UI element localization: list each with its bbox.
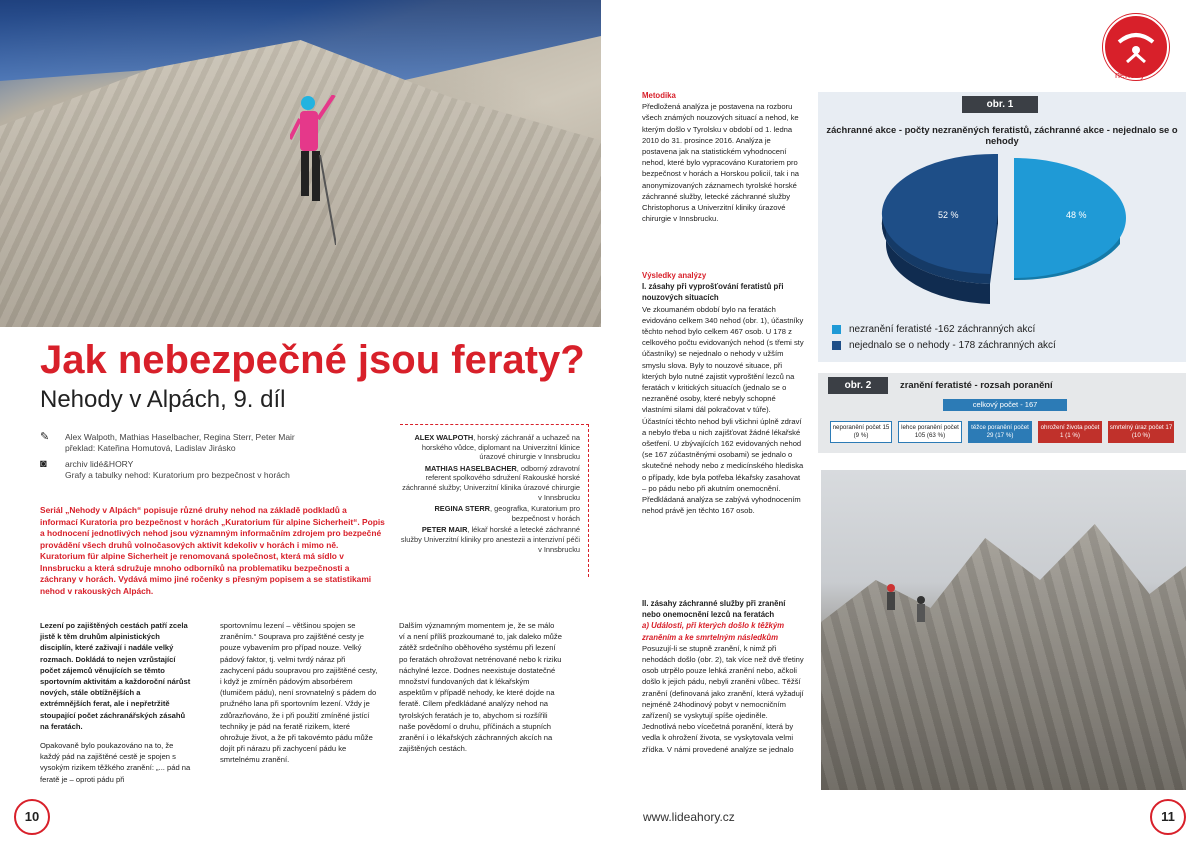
box-neporaneni: neporanění počet 15 (9 %) (830, 421, 892, 443)
legend-swatch-nejednalo (832, 341, 841, 350)
body-text-1: Opakovaně bylo poukazováno na to, že každý pád na zajištěné cestě je spojen s vysokým rizikem těžkého zranění: „... pád na feratě je – oproti pádu při (40, 741, 191, 784)
body-text-3: Dalším významným momentem je, že se málo ví a není příliš prozkoumané to, jak daleko může zátěž srdečního oběhového systému při lezení po feratách ohrožovat netrénované nebo k riziku náchylné lezce. Dodnes neexistuje dostatečné množství fundovaných dat k lékařským aspektům v případě nehody, ke které dojde na feratě. Cílem předkládané analýzy nehod na tyrolských feratách je to, abychom si rozšířili naše povědomí o druhu, příčinách a stupních zranění i o lékařských záchranných akcích na zajištěných cestách. (399, 621, 562, 754)
pie-label-52: 52 % (938, 210, 959, 220)
results-heading: Výsledky analýzy (642, 271, 707, 280)
results-text: Ve zkoumaném období bylo na feratách evidováno celkem 340 nehod (obr. 1), účastníky těchto nehod bylo celkem 467 osob. U 178 z celkového počtu evidovaných nehod (s třemi sty účastníky) se nejednalo o nehody v užším smyslu slova. Byly to nouzové situace, při kterých bylo nutné zajistit vyproštění lezců na feratách v kritických situacích (jednalo se o nezraněné osoby, které nebyly schopné vlastními silami dál pokračovat v túře). Účastníci těchto nehod byli všichni úplně zdraví a nebylo třeba u nich zajišťovat žádné lékařské ošetření. U zbývajících 162 evidovaných nehod (se 167 zúčastněnými osobami) se jednalo o skutečné nehody nebo z medicínského hlediska o případy, kde byla potřeba lékařsky zasahovat – po pádu nebo při akutním onemocnění. Předkládaná analýza se zabývá vyhodnocením nehod právě jen těchto 167 osob. (642, 304, 804, 516)
box-smrtelny: smrtelný úraz počet 17 (10 %) (1108, 421, 1174, 443)
website-url: www.lideahory.cz (643, 810, 735, 824)
chart-rescue-actions (818, 92, 1186, 362)
article-subtitle: Nehody v Alpách, 9. díl (40, 386, 286, 413)
chart-injury-extent (818, 373, 1186, 453)
legend-swatch-nezraneni (832, 325, 841, 334)
author-bios (400, 424, 589, 577)
body-text-2: sportovnímu lezení – většinou spojen se zraněním.“ Souprava pro zajištěné cesty je pouze vybavením pro případ nouze. Velký pádový faktor, tj. velmi tvrdý náraz při zachycení pádu soupravou pro zajištěné cesty, i když je zmírněn pádovým absorbérem (tlumičem pádu), není srovnatelný s pádem do pružného lana při sportovním lezení. Vždy je zdůrazňováno, že i při použití zmíněné jistící techniky je pád na feratě rizikem, které ohrožuje život, a že při takovémto pádu může dojít při nárazu při zachycení pádu ke smrtelnému zranění. (220, 621, 378, 765)
authors-block (40, 432, 340, 456)
section-ii-text: Posuzují-li se stupně zranění, k nimž při nehodách došlo (obr. 2), tak více než dvě třetiny osob utrpělo pouze lehká zranění nebo, ačkoli došlo k jejich pádu, nebyli zraněni vůbec. Těžší zranění (definovaná jako zranění, která vyžadují nejméně 24hodinový pobyt v nemocničním zařízení) se vyskytují spíše ojediněle. Jednotlivá nebo vícečetná poranění, která by vedla k ohrožení života, se vyskytovala velmi zřídka. V námi provedené analýze se jednalo (642, 643, 804, 754)
pen-icon: ✎ (40, 431, 50, 443)
credits-block (40, 459, 340, 483)
climber-figure (290, 95, 336, 245)
body-column-3 (399, 620, 562, 762)
section-ii (642, 598, 804, 794)
page-number-left: 10 (14, 799, 50, 835)
rescue-icon (1105, 16, 1167, 78)
photo-credit: archiv lidé&HORY (65, 459, 134, 469)
lead-paragraph: Seriál „Nehody v Alpách“ popisuje různé druhy nehod na základě podkladů a informací Kuratoria pro bezpečnost v horách „Kuratorium für alpine Sicherheit“. Popis a hodnocení jednotlivých nehod jsou významným informačním zdrojem pro bezpečné provádění všech druhů volnočasových aktivit kdekoliv v horách i mimo ně. Kuratorium für alpine Sicherheit je renomovaná společnost, která má sídlo v Innsbrucku a která sdružuje mnoho odborníků na problematiku bezpečnosti a záchrany v horách. Vydává mimo jiné ročenky s přesným popisem a se statistikami nehod v rakouských Alpách. (40, 505, 385, 596)
legend-item-nezraneni: nezranění feratisté -162 záchranných akcí (832, 324, 1035, 335)
climbers-figures (881, 580, 941, 650)
camera-icon: ◙ (40, 458, 47, 470)
legend-item-nejednalo: nejednalo se o nehody - 178 záchranných akcí (832, 340, 1056, 351)
chart2-total: celkový počet - 167 (943, 399, 1067, 411)
page-number-right: 11 (1150, 799, 1186, 835)
box-tezce: těžce poranění počet 29 (17 %) (968, 421, 1032, 443)
body-intro: Lezení po zajištěných cestách patří zcela jistě k těm druhům alpinistických disciplín, které zaživají i nadále velký rozmach. Dokládá to nejen vzrůstající počet zájemců věnujících se těmto sportovním aktivitám a každoroční nárůst nových, stále obtížnějších a extrémnějších ferat, ale i nepřetržitě stoupající počet záchranářských zásahů na feratách. (40, 621, 191, 731)
bio-sterr: REGINA STERR, geografka, Kuratorium pro bezpečnost v horách (434, 504, 580, 523)
methodology-text: Předložená analýza je postavena na rozboru všech známých nouzových situací a nehod, ke kterým došlo v Tyrolsku v období od 1. ledna 2010 do 31. prosince 2016. Analýza je postavena jak na statistickém vyhodnocení nehod, které bylo vypracováno Kuratoriem pro bezpečnost v horách a Horskou policií, tak i na anonymizovaných záznamech tyrolské horské záchranné služby, letecké záchranné služby Christophorus a Univerzitní kliniky úrazové chirurgie v Innsbrucku. (642, 102, 800, 224)
bio-mair: PETER MAIR, lékař horské a letecké záchranné služby Univerzitní kliniky pro anestezii a intenzivní péči v Innsbrucku (400, 525, 580, 554)
translation: překlad: Kateřina Homutová, Ladislav Jirásko (65, 443, 236, 453)
results-section (642, 270, 804, 590)
bio-haselbacher: MATHIAS HASELBACHER, odborný zdravotní referent spolkového sdružení Rakouské horské záchranné služby; Univerzitní klinika úrazové chirurgie v Innsbrucku (402, 463, 580, 502)
graphs-credit: Grafy a tabulky nehod: Kuratorium pro bezpečnost v horách (65, 470, 290, 480)
photo-climbers-ridge (821, 470, 1186, 790)
pie-chart (848, 152, 1158, 312)
pie-label-48: 48 % (1066, 210, 1087, 220)
bio-walpoth: ALEX WALPOTH, horský záchranář a uchazeč na horského vůdce, diplomant na Univerzitní klinice úrazové chirurgie v Innsbrucku (414, 433, 580, 462)
results-subheading: I. zásahy při vyprošťování feratistů při nouzových situacích (642, 282, 784, 303)
chart1-title: záchranné akce - počty nezraněných feratistů, záchranné akce - nejednalo se o nehody (826, 124, 1178, 146)
body-column-1 (40, 620, 192, 793)
box-lehce: lehce poranění počet 105 (63 %) (898, 421, 962, 443)
methodology-heading: Metodika (642, 91, 676, 100)
section-ii-heading: II. zásahy záchranné služby při zranění nebo onemocnění lezců na feratách (642, 599, 786, 620)
hero-photo-ferrata (0, 0, 601, 327)
chart1-badge: obr. 1 (962, 96, 1038, 113)
body-column-2 (220, 620, 380, 774)
methodology-section (642, 90, 804, 260)
article-title: Jak nebezpečné jsou feraty? (40, 338, 585, 382)
section-ii-subheading: a) Události, při kterých došlo k těžkým zraněním a ke smrtelným následkům (642, 621, 785, 642)
authors: Alex Walpoth, Mathias Haselbacher, Regina Sterr, Peter Mair (65, 432, 295, 442)
section-label: nehody (1115, 70, 1145, 80)
chart2-title: zranění feratisté - rozsah poranění (900, 379, 1053, 390)
chart2-badge: obr. 2 (828, 377, 888, 394)
box-ohrozeni: ohrožení života počet 1 (1 %) (1038, 421, 1102, 443)
